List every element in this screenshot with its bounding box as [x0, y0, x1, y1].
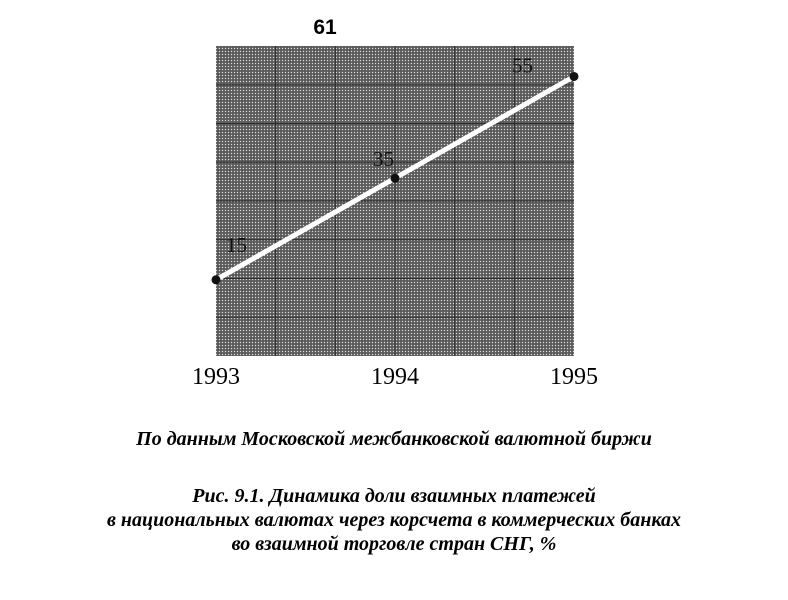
figure-caption [0, 484, 788, 556]
source-note: По данным Московской межбанковской валютной биржи [136, 428, 652, 450]
x-tick-label: 1995 [550, 364, 598, 390]
x-tick-label: 1993 [192, 364, 240, 390]
data-label: 55 [512, 53, 533, 78]
data-label: 35 [373, 147, 394, 172]
top-value-label: 61 [313, 16, 337, 39]
caption-line-3: во взаимной торговле стран СНГ, % [231, 533, 557, 555]
caption-line-1: Рис. 9.1. Динамика доли взаимных платежей [192, 485, 596, 507]
data-point [212, 275, 221, 284]
data-point [391, 174, 400, 183]
x-tick-labels [192, 364, 598, 390]
caption-line-2: в национальных валютах через корсчета в коммерческих банках [107, 509, 681, 531]
data-point [570, 72, 579, 81]
x-tick-label: 1994 [371, 364, 419, 390]
data-label: 15 [226, 232, 247, 257]
